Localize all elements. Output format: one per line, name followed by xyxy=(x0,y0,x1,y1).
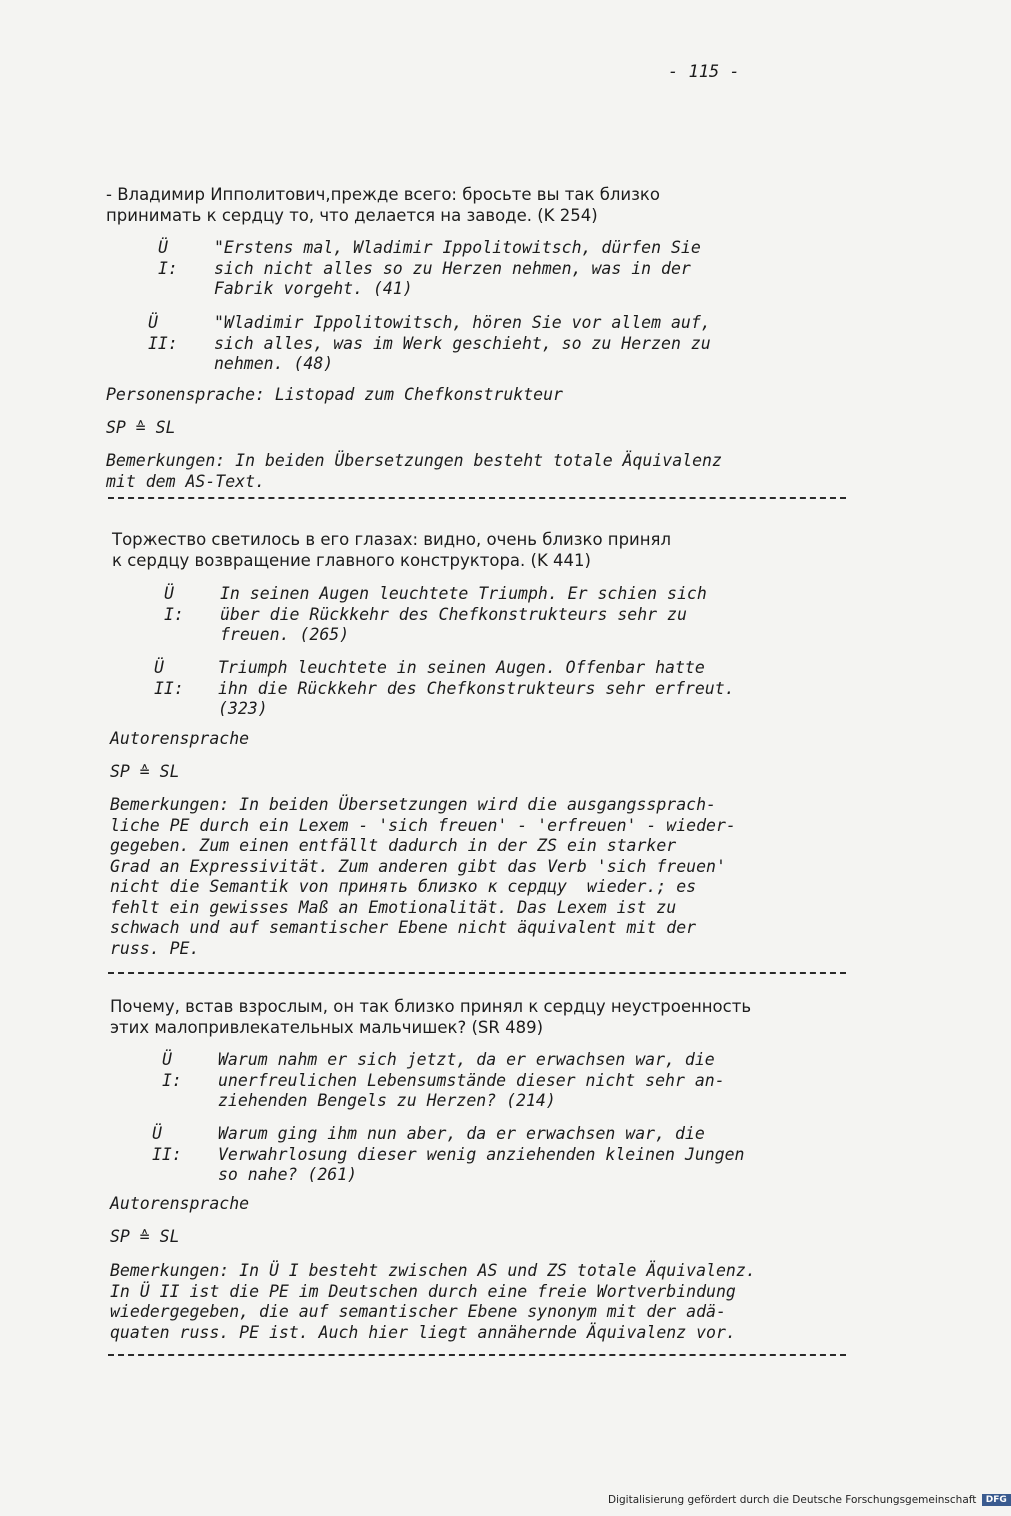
source-line: к сердцу возвращение главного конструктора. (K 441) xyxy=(112,551,591,570)
footer-text: Digitalisierung gefördert durch die Deutsche Forschungsgemeinschaft xyxy=(608,1494,977,1506)
translation-line: sich nicht alles so zu Herzen nehmen, was in der xyxy=(214,258,691,278)
translation-label: Ü II: xyxy=(148,313,178,353)
speech-type-3: Autorensprache xyxy=(110,1194,250,1213)
translation-line: sich alles, was im Werk geschieht, so zu Herzen zu xyxy=(214,333,711,353)
translation-line: Fabrik vorgeht. (41) xyxy=(214,279,413,298)
translation-line: (323) xyxy=(218,699,268,718)
translation-line: Warum nahm er sich jetzt, da er erwachsen war, die xyxy=(218,1050,715,1069)
source-quote-1 xyxy=(106,184,660,226)
sp-sl-2: SP ≙ SL xyxy=(110,762,180,781)
remarks-line: Bemerkungen: In beiden Übersetzungen besteht totale Äquivalenz xyxy=(106,451,722,470)
translation-line: unerfreulichen Lebensumstände dieser nicht sehr an- xyxy=(218,1070,725,1090)
translation-line: "Erstens mal, Wladimir Ippolitowitsch, dürfen Sie xyxy=(214,238,701,257)
translation-label: Ü I: xyxy=(164,584,184,624)
translation-line: Triumph leuchtete in seinen Augen. Offenbar hatte xyxy=(218,658,705,677)
translation-label: Ü I: xyxy=(162,1050,182,1090)
dfg-logo: DFG xyxy=(982,1494,1011,1506)
remarks-line: liche PE durch ein Lexem - 'sich freuen' - 'erfreuen' - wieder- xyxy=(110,815,736,835)
sp-sl-3: SP ≙ SL xyxy=(110,1227,180,1246)
remarks-line: quaten russ. PE ist. Auch hier liegt annähernde Äquivalenz vor. xyxy=(110,1322,736,1342)
remarks-line: In Ü II ist die PE im Deutschen durch eine freie Wortverbindung xyxy=(110,1281,736,1301)
remarks-line: Bemerkungen: In Ü I besteht zwischen AS und ZS totale Äquivalenz. xyxy=(110,1261,756,1280)
remarks-line: russ. PE. xyxy=(110,938,200,958)
sp-sl-1: SP ≙ SL xyxy=(106,418,176,437)
separator-line xyxy=(108,497,846,499)
source-line: Торжество светилось в его глазах: видно, очень близко принял xyxy=(112,530,672,549)
remarks-line: wiedergegeben, die auf semantischer Ebene synonym mit der adä- xyxy=(110,1302,726,1321)
source-quote-3 xyxy=(110,996,751,1038)
source-line: - Владимир Ипполитович,прежде всего: бросьте вы так близко xyxy=(106,185,660,204)
funding-footer xyxy=(608,1494,1011,1506)
remarks-1 xyxy=(106,451,722,492)
translation-line: über die Rückkehr des Chefkonstrukteurs sehr zu xyxy=(220,604,687,624)
remarks-line: nicht die Semantik von принять близко к сердцу wieder.; es xyxy=(110,877,697,896)
source-quote-2 xyxy=(112,529,671,571)
translation-line: freuen. (265) xyxy=(220,625,350,644)
separator-line xyxy=(108,972,846,974)
remarks-2 xyxy=(110,795,736,959)
translation-label: Ü I: xyxy=(158,238,178,278)
remarks-line: schwach und auf semantischer Ebene nicht äquivalent mit der xyxy=(110,918,697,937)
source-line: Почему, встав взрослым, он так близко принял к сердцу неустроенность xyxy=(110,997,752,1016)
page-number: - 115 - xyxy=(668,62,740,82)
translation-line: so nahe? (261) xyxy=(218,1165,358,1184)
speech-type-1: Personensprache: Listopad zum Chefkonstrukteur xyxy=(106,385,563,404)
translation-label: Ü II: xyxy=(154,658,184,698)
translation-line: nehmen. (48) xyxy=(214,354,334,373)
translation-line: In seinen Augen leuchtete Triumph. Er schien sich xyxy=(220,584,707,603)
remarks-line: mit dem AS-Text. xyxy=(106,471,265,491)
remarks-3 xyxy=(110,1261,756,1343)
translation-line: "Wladimir Ippolitowitsch, hören Sie vor allem auf, xyxy=(214,313,711,332)
translation-line: ziehenden Bengels zu Herzen? (214) xyxy=(218,1091,556,1110)
separator-line xyxy=(108,1354,846,1356)
source-line: этих малопривлекательных мальчишек? (SR 489) xyxy=(110,1018,544,1037)
remarks-line: Grad an Expressivität. Zum anderen gibt das Verb 'sich freuen' xyxy=(110,856,726,876)
speech-type-2: Autorensprache xyxy=(110,729,250,748)
remarks-line: gegeben. Zum einen entfällt dadurch in der ZS ein starker xyxy=(110,836,677,855)
source-line: принимать к сердцу то, что делается на заводе. (K 254) xyxy=(106,206,598,225)
translation-line: Verwahrlosung dieser wenig anziehenden kleinen Jungen xyxy=(218,1144,745,1164)
remarks-line: Bemerkungen: In beiden Übersetzungen wird die ausgangssprach- xyxy=(110,795,716,814)
translation-line: ihn die Rückkehr des Chefkonstrukteurs sehr erfreut. xyxy=(218,678,735,698)
translation-line: Warum ging ihm nun aber, da er erwachsen war, die xyxy=(218,1124,705,1143)
remarks-line: fehlt ein gewisses Maß an Emotionalität. Das Lexem ist zu xyxy=(110,897,677,917)
translation-label: Ü II: xyxy=(152,1124,182,1164)
